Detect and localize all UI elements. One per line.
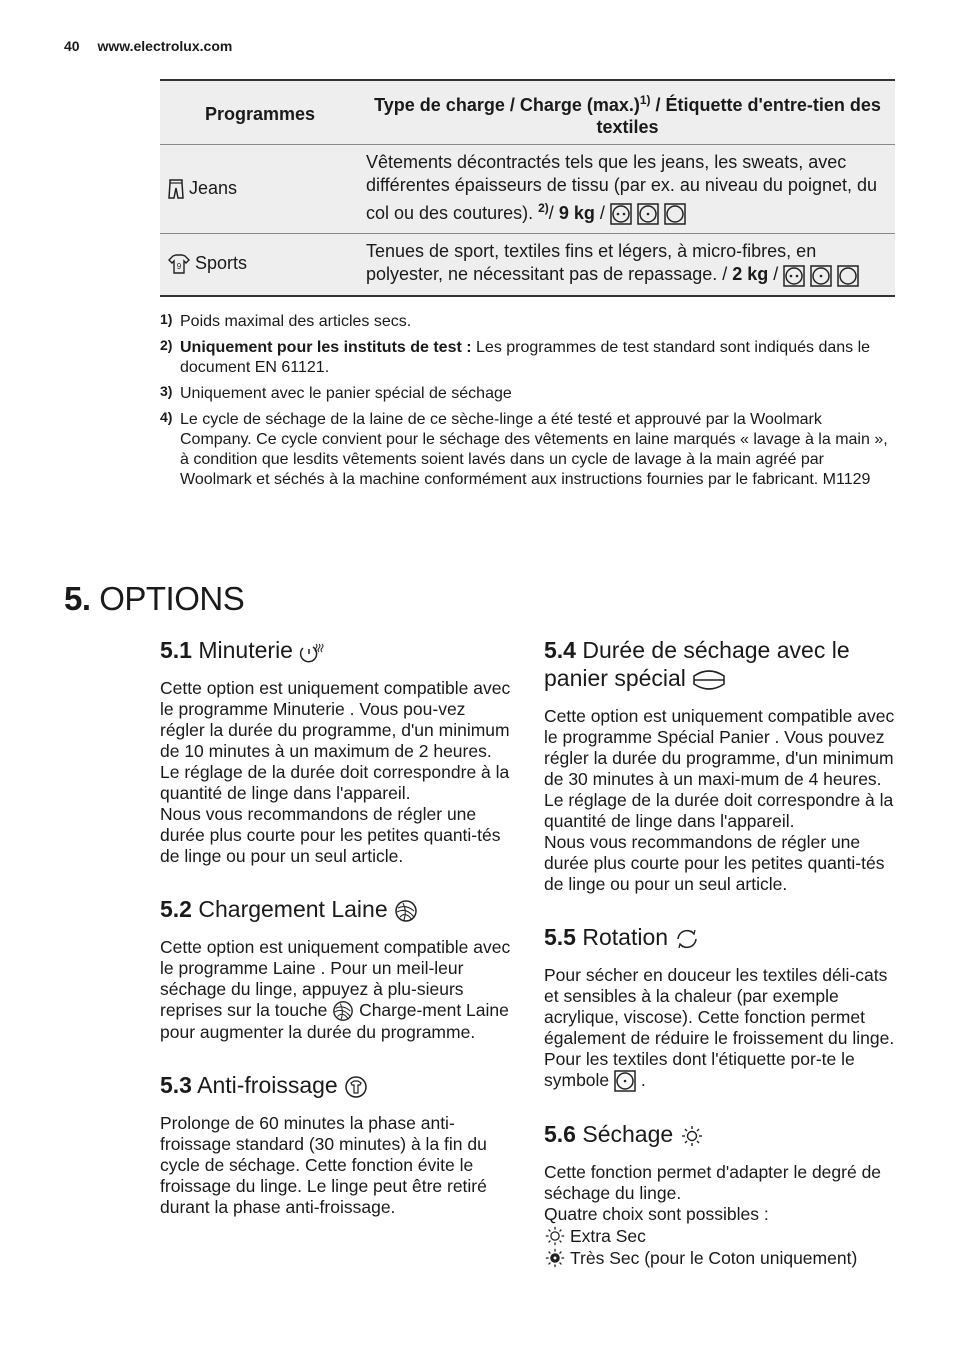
tumble-dry-normal-icon bbox=[810, 265, 832, 287]
svg-text:9: 9 bbox=[176, 262, 182, 272]
tumble-dry-low-icon bbox=[610, 203, 632, 225]
column-header-programmes: Programmes bbox=[160, 80, 360, 145]
programme-cell bbox=[160, 234, 360, 296]
paragraph: Nous vous recommandons de régler une durée plus courte pour les petites quanti-tés de linge ou pour un seul article. bbox=[160, 804, 501, 866]
wool-icon bbox=[394, 899, 418, 923]
option-heading-anti-froissage: 5.3 Anti-froissage bbox=[160, 1071, 512, 1099]
drying-sun-icon bbox=[544, 1225, 566, 1247]
programme-name: Sports bbox=[195, 252, 248, 273]
table-row bbox=[160, 145, 895, 234]
anti-crease-icon bbox=[344, 1075, 368, 1099]
tumble-dry-icon bbox=[664, 203, 686, 225]
option-heading-rotation: 5.5 Rotation bbox=[544, 923, 896, 951]
footnote: 3) Uniquement avec le panier spécial de séchage bbox=[160, 383, 512, 402]
option-heading-chargement-laine: 5.2 Chargement Laine bbox=[160, 895, 512, 923]
tumble-dry-normal-icon bbox=[614, 1070, 636, 1092]
basket-icon bbox=[692, 668, 726, 692]
paragraph: Cette option est uniquement compatible avec le programme Minuterie . Vous pou-vez régler la durée du programme, d'un minimum de 10 minutes à un maximum de 2 heures. Le réglage de la durée doit correspondre à la quantité de linge dans l'appareil. bbox=[160, 678, 511, 803]
footnote: 4) Le cycle de séchage de la laine de ce sèche-linge a été testé et approuvé par la Woolmark Company. Ce cycle convient pour le séchage des vêtements en laine marqués « lavage à la main », à condition que lesdits vêtements soient lavés dans un cycle de lavage à la main agréé par Woolmark et séchés à la machine conformément aux instructions fournies par le fabricant. M1129 bbox=[160, 409, 888, 488]
timer-icon bbox=[299, 640, 325, 664]
footnote: 1) Poids maximal des articles secs. bbox=[160, 311, 412, 330]
programmes-table bbox=[160, 79, 895, 297]
website-link[interactable]: www.electrolux.com bbox=[97, 38, 233, 54]
load-cell: Tenues de sport, textiles fins et légers, à micro-fibres, en polyester, ne nécessitant pas de repassage. / 2 kg / bbox=[360, 234, 895, 296]
paragraph: Prolonge de 60 minutes la phase anti-froissage standard (30 minutes) à la fin du cycle de séchage. Cette fonction évite le froissage du linge. Le linge peut être retiré durant la phase anti-froissage. bbox=[160, 1113, 487, 1218]
drying-choice: Extra Sec bbox=[544, 1225, 896, 1247]
page-number: 40 bbox=[64, 38, 80, 54]
programme-name: Jeans bbox=[189, 177, 238, 198]
max-load: 9 kg bbox=[558, 203, 595, 223]
page-header bbox=[64, 38, 232, 54]
load-cell: Vêtements décontractés tels que les jeans, les sweats, avec différentes épaisseurs de tissu (par ex. au niveau du poignet, du col ou des coutures). $^{2)}$/ 9 kg / bbox=[360, 145, 895, 234]
table-header-row bbox=[160, 80, 895, 145]
paragraph: Nous vous recommandons de régler une durée plus courte pour les petites quanti-tés de linge ou pour un seul article. bbox=[544, 832, 885, 894]
footnote: 2) Uniquement pour les instituts de test : Les programmes de test standard sont indiqués dans le document EN 61121. bbox=[160, 337, 871, 376]
rotation-icon bbox=[674, 927, 700, 951]
option-heading-panier: 5.4 Durée de séchage avec le panier spécial bbox=[544, 637, 850, 691]
drying-choice: Très Sec (pour le Coton uniquement) bbox=[544, 1247, 896, 1269]
tumble-dry-low-icon bbox=[783, 265, 805, 287]
paragraph: Cette option est uniquement compatible avec le programme Spécial Panier . Vous pouvez régler la durée du programme, d'un minimum de 30 minutes à un maxi-mum de 4 heures. Le réglage de la durée doit correspondre à la quantité de linge dans l'appareil. bbox=[544, 706, 895, 831]
drying-sun-icon bbox=[544, 1247, 566, 1269]
drying-sun-icon bbox=[680, 1124, 704, 1148]
column-header-load: Type de charge / Charge $(\max.)^{1)}$ / Étiquette d'entre-tien des textiles bbox=[360, 80, 895, 145]
jeans-icon bbox=[168, 179, 184, 199]
paragraph: Quatre choix sont possibles : bbox=[544, 1204, 769, 1225]
option-heading-minuterie: 5.1 Minuterie bbox=[160, 636, 512, 664]
option-heading-sechage: 5.6 Séchage bbox=[544, 1120, 896, 1148]
paragraph: Cette fonction permet d'adapter le degré de séchage du linge. bbox=[544, 1162, 882, 1204]
table-row bbox=[160, 234, 895, 296]
wool-icon bbox=[332, 1000, 354, 1022]
sports-icon bbox=[168, 254, 190, 274]
tumble-dry-normal-icon bbox=[637, 203, 659, 225]
left-column bbox=[160, 636, 512, 1246]
paragraph: Pour sécher en douceur les textiles déli-cats et sensibles à la chaleur (par exemple acrylique, viscose). Cette fonction permet également de réduire le froissement du linge. Pour les textiles dont l'étiquette por-te le symbole . bbox=[544, 965, 896, 1092]
section-title: 5. OPTIONS bbox=[64, 580, 245, 617]
max-load: 2 kg bbox=[732, 264, 769, 285]
footnotes bbox=[160, 312, 895, 496]
right-column bbox=[544, 636, 896, 1269]
tumble-dry-icon bbox=[837, 265, 859, 287]
paragraph: Cette option est uniquement compatible avec le programme Laine . Pour un meil-leur séchage du linge, appuyez à plu-sieurs reprises sur la touche Charge-ment Laine pour augmenter la durée du programme. bbox=[160, 937, 511, 1043]
programme-cell bbox=[160, 145, 360, 234]
